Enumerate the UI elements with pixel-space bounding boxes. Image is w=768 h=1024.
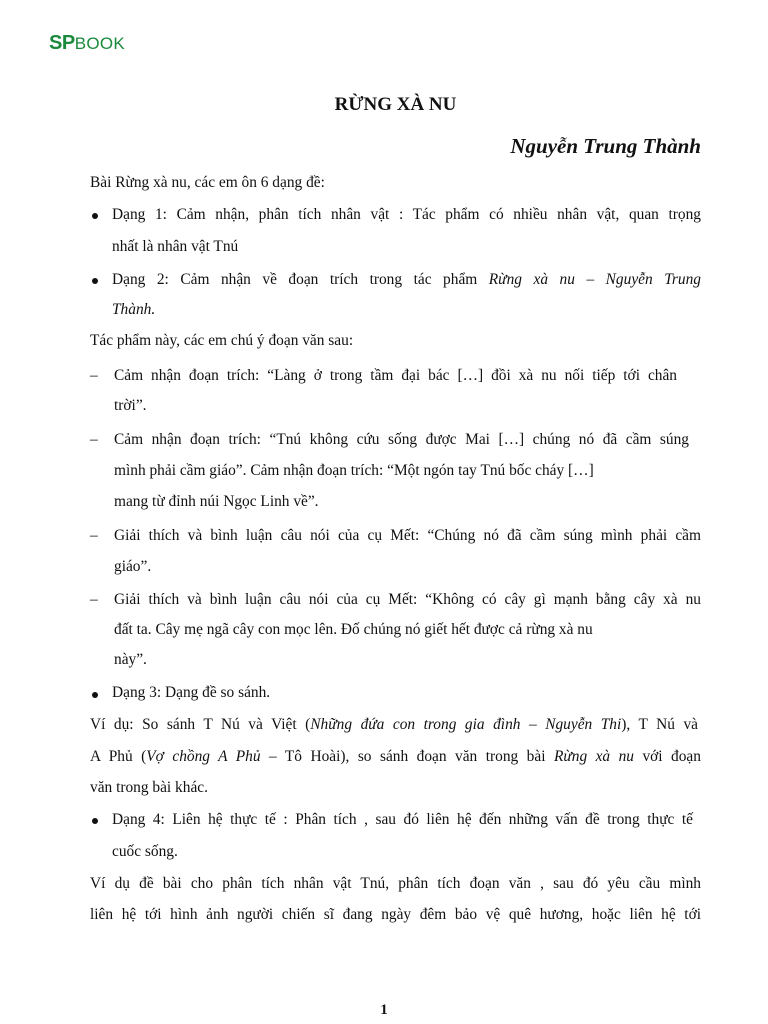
example1-line1 bbox=[90, 716, 698, 734]
sub4-line2: đất ta. Cây mẹ ngã cây con mọc lên. Đố chúng nó giết hết được cả rừng xà nu bbox=[114, 621, 593, 638]
example4-line2: liên hệ tới hình ảnh người chiến sĩ đang ngày đêm bảo vệ quê hương, hoặc liên hệ tới bbox=[90, 906, 701, 923]
type1-line2: nhất là nhân vật Tnú bbox=[112, 238, 239, 255]
type4-line1: Dạng 4: Liên hệ thực tế : Phân tích , sau đó liên hệ đến những vấn đề trong thực tế bbox=[112, 811, 693, 828]
type2-line2 bbox=[112, 301, 155, 319]
example2-work: Vợ chồng A Phủ bbox=[146, 748, 261, 765]
dash-marker: – bbox=[90, 527, 98, 544]
intro-text: Bài Rừng xà nu, các em ôn 6 dạng đề: bbox=[90, 174, 325, 191]
page-number: 1 bbox=[380, 1002, 388, 1018]
example1-text-a: Ví dụ: So sánh T Nú và Việt ( bbox=[90, 716, 311, 733]
note-text: Tác phẩm này, các em chú ý đoạn văn sau: bbox=[90, 332, 354, 349]
sub3-line2: giáo”. bbox=[114, 558, 152, 575]
example1-text-c: ), T Nú và bbox=[621, 716, 698, 733]
sub4-line3: này”. bbox=[114, 651, 147, 668]
example2-text-e: với đoạn bbox=[634, 748, 701, 765]
example2-work2: Rừng xà nu bbox=[553, 748, 634, 765]
type2-text: Dạng 2: Cảm nhận về đoạn trích trong tác phẩm bbox=[112, 271, 489, 288]
dash-marker: – bbox=[90, 591, 98, 608]
example1-work: Những đứa con trong gia đình – Nguyễn Thi bbox=[310, 716, 622, 733]
sub4-line1: Giải thích và bình luận câu nói của cụ Mết: “Không có cây gì mạnh bằng cây xà nu bbox=[114, 591, 701, 608]
logo-book: BOOK bbox=[74, 34, 126, 53]
type1-line1: Dạng 1: Cảm nhận, phân tích nhân vật : Tác phẩm có nhiều nhân vật, quan trọng bbox=[112, 206, 701, 223]
bullet-dot bbox=[92, 818, 98, 824]
sub1-line2: trời”. bbox=[114, 397, 147, 414]
sub2-line2: mình phải cầm giáo”. Cảm nhận đoạn trích: “Một ngón tay Tnú bốc cháy […] bbox=[114, 462, 594, 479]
sub2-line1: Cảm nhận đoạn trích: “Tnú không cứu sống được Mai […] chúng nó đã cầm súng bbox=[114, 431, 689, 448]
type3-line: Dạng 3: Dạng đề so sánh. bbox=[112, 684, 271, 701]
page-title: RỪNG XÀ NU bbox=[334, 94, 457, 115]
dash-marker: – bbox=[90, 431, 98, 448]
type4-line2: cuốc sống. bbox=[112, 843, 178, 860]
author-name: Nguyễn Trung Thành bbox=[510, 134, 701, 158]
example1-line3: văn trong bài khác. bbox=[90, 779, 208, 796]
bullet-dot bbox=[92, 213, 98, 219]
work-title: Rừng xà nu – Nguyễn Trung bbox=[488, 271, 701, 288]
example2-text-c: – Tô Hoài), so sánh đoạn văn trong bài bbox=[260, 748, 554, 765]
sub2-line3: mang từ đỉnh núi Ngọc Linh về”. bbox=[114, 493, 319, 510]
example1-line2 bbox=[90, 748, 701, 766]
spbook-logo bbox=[49, 32, 125, 54]
work-title-cont: Thành. bbox=[112, 301, 156, 318]
example2-text-a: A Phủ ( bbox=[90, 748, 147, 765]
sub3-line1: Giải thích và bình luận câu nói của cụ Mết: “Chúng nó đã cầm súng mình phải cầm bbox=[114, 527, 701, 544]
logo-sp: SP bbox=[49, 32, 75, 54]
bullet-dot bbox=[92, 692, 98, 698]
example4-line1: Ví dụ đề bài cho phân tích nhân vật Tnú, phân tích đoạn văn , sau đó yêu cầu mình bbox=[90, 875, 701, 892]
dash-marker: – bbox=[90, 367, 98, 384]
bullet-dot bbox=[92, 278, 98, 284]
sub1-line1: Cảm nhận đoạn trích: “Làng ở trong tầm đại bác […] đồi xà nu nối tiếp tới chân bbox=[114, 367, 677, 384]
type2-line1 bbox=[112, 271, 701, 289]
